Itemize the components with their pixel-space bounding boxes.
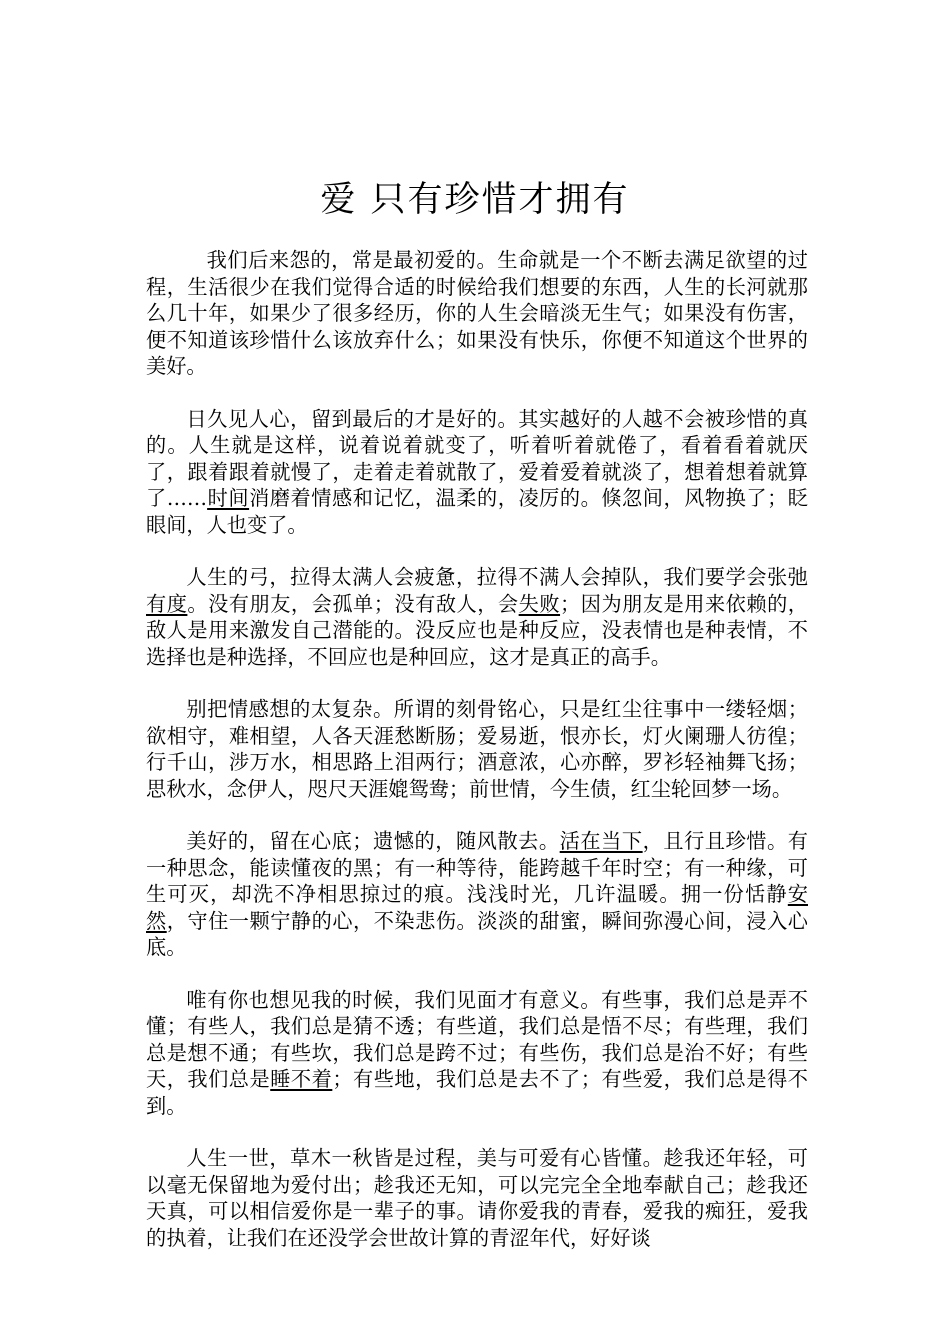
paragraph-text: ；有些地，我们总是去不了；有些爱，我们总是得不到。 <box>146 1067 808 1118</box>
paragraph-2 <box>146 406 808 539</box>
paragraph-text: 我们后来怨的，常是最初爱的。生命就是一个不断去满足欲望的过程，生活很少在我们觉得合适的时候给我们想要的东西，人生的长河就那么几十年，如果少了很多经历，你的人生会暗淡无生气；如果没有伤害，便不知道该珍惜什么该放弃什么；如果没有快乐，你便不知道这个世界的美好。 <box>146 248 808 378</box>
paragraph-text: ，守住一颗宁静的心，不染悲伤。淡淡的甜蜜，瞬间弥漫心间，浸入心底。 <box>146 908 808 959</box>
paragraph-text: 。没有朋友，会孤单；没有敌人，会 <box>187 591 519 616</box>
paragraph-3 <box>146 564 808 670</box>
underlined-phrase: 睡不着 <box>270 1067 333 1091</box>
paragraph-4 <box>146 696 808 802</box>
paragraph-7 <box>146 1145 808 1251</box>
document-body <box>146 247 808 1277</box>
paragraph-5 <box>146 828 808 961</box>
paragraph-1 <box>146 247 808 380</box>
underlined-phrase: 失败 <box>518 591 561 616</box>
document-title: 爱 只有珍惜才拥有 <box>320 180 630 220</box>
underlined-phrase: 安然 <box>146 882 808 933</box>
paragraph-text: 美好的，留在心底；遗憾的，随风散去。 <box>186 829 560 853</box>
underlined-phrase: 时间 <box>207 486 250 510</box>
paragraph-text: ；因为朋友是用来依赖的，敌人是用来激发自己潜能的。没反应也是种反应，没表情也是种表情，不选择也是种选择，不回应也是种回应，这才是真正的高手。 <box>146 591 808 669</box>
paragraph-text: 人生一世，草木一秋皆是过程，美与可爱有心皆懂。趁我还年轻，可以毫无保留地为爱付出；趁我还无知，可以完完全全地奉献自己；趁我还天真，可以相信爱你是一辈子的事。请你爱我的青春，爱我的痴狂，爱我的执着，让我们在还没学会世故计算的青涩年代，好好谈 <box>146 1146 808 1250</box>
paragraph-text: 日久见人心，留到最后的才是好的。其实越好的人越不会被珍惜的真的。人生就是这样，说着说着就变了，听着听着就倦了，看着看着就厌了，跟着跟着就慢了，走着走着就散了，爱着爱着就淡了，想着想着就算了…… <box>146 406 808 510</box>
underlined-phrase: 有度 <box>146 591 188 616</box>
paragraph-text: ，且行且珍惜。有一种思念，能读懂夜的黑；有一种等待，能跨越千年时空；有一种缘，可生可灭，却洗不净相思掠过的痕。浅浅时光，几许温暖。拥一份恬静 <box>146 829 808 906</box>
paragraph-text: 唯有你也想见我的时候，我们见面才有意义。有些事，我们总是弄不懂；有些人，我们总是猜不透；有些道，我们总是悟不尽；有些理，我们总是想不通；有些坎，我们总是跨不过；有些伤，我们总是治不好；有些天，我们总是 <box>146 987 808 1091</box>
paragraph-6 <box>146 987 808 1120</box>
underlined-phrase: 活在当下 <box>559 829 643 853</box>
paragraph-text: 别把情感想的太复杂。所谓的刻骨铭心，只是红尘往事中一缕轻烟；欲相守，难相望，人各天涯愁断肠；爱易逝，恨亦长，灯火阑珊人彷徨；行千山，涉万水，相思路上泪两行；酒意浓，心亦醉，罗衫轻袖舞飞扬；思秋水，念伊人，咫尺天涯媲鸳鸯；前世情，今生债，红尘轮回梦一场。 <box>146 697 808 801</box>
paragraph-text: 消磨着情感和记忆，温柔的，凌厉的。倏忽间，风物换了；眨眼间，人也变了。 <box>146 486 808 537</box>
paragraph-text: 人生的弓，拉得太满人会疲惫，拉得不满人会掉队，我们要学会张弛 <box>186 565 808 589</box>
